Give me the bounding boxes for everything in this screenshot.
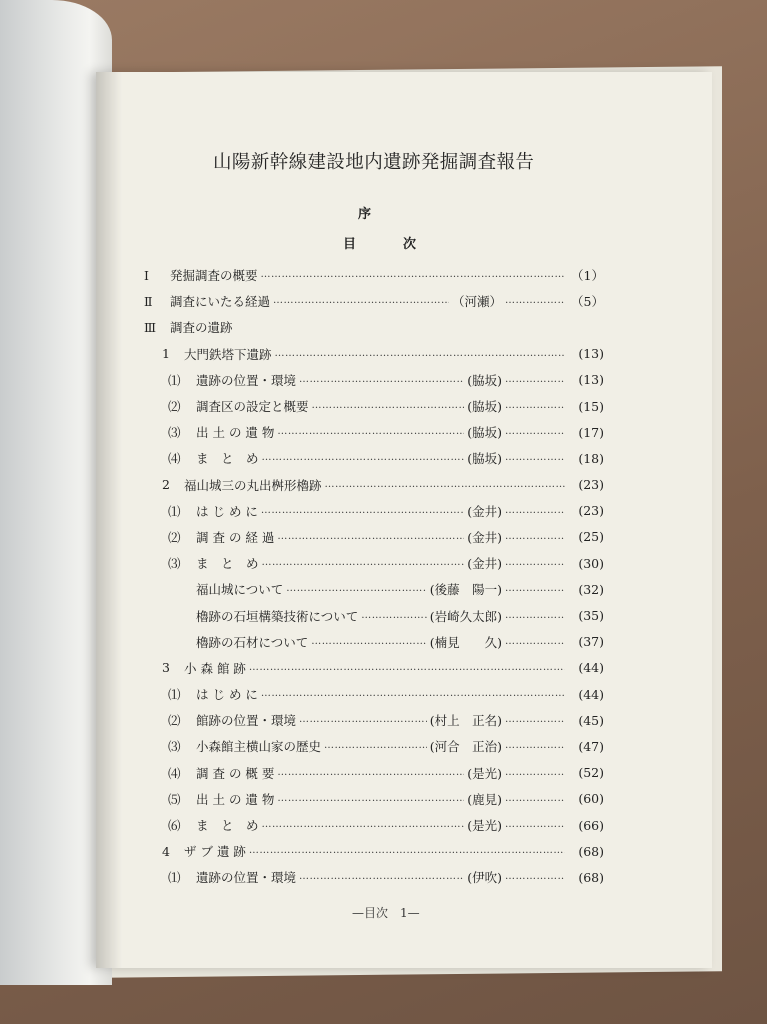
- toc-entry: [144, 576, 604, 602]
- toc-entry-number: ⑹: [168, 818, 181, 834]
- toc-leader-dots: [273, 296, 449, 306]
- toc-leader-dots: [261, 270, 565, 280]
- toc-leader-dots: [277, 768, 464, 778]
- toc-leader-dots: [505, 794, 565, 804]
- toc-entry-author: (脇坂): [467, 372, 502, 388]
- toc-entry: [144, 707, 604, 733]
- toc-heading-2: 次: [403, 237, 417, 252]
- toc-entry-page: (52): [578, 765, 604, 781]
- toc-entry-page: (32): [578, 581, 604, 597]
- toc-leader-dots: [505, 820, 565, 830]
- toc-leader-dots: [505, 584, 565, 594]
- toc-entry-page: （1）: [571, 268, 604, 284]
- toc-entry-label: 櫓跡の石材について: [196, 634, 309, 650]
- toc-entry-label: 遺跡の位置・環境: [196, 372, 297, 388]
- toc-entry-number: ⑷: [168, 451, 181, 467]
- toc-leader-dots: [249, 663, 565, 673]
- toc-leader-dots: [505, 872, 565, 882]
- toc-entry: [144, 812, 604, 838]
- toc-entry: [144, 760, 604, 786]
- toc-entry-label: 調査にいたる経過: [170, 294, 271, 310]
- toc-leader-dots: [277, 794, 464, 804]
- toc-entry-label: は じ め に: [196, 687, 258, 703]
- toc-leader-dots: [275, 349, 565, 359]
- toc-entry-author: (鹿見): [467, 791, 502, 807]
- toc-entry-page: (13): [578, 346, 604, 362]
- toc-entry-author: (金井): [467, 503, 502, 519]
- toc-leader-dots: [505, 453, 565, 463]
- toc-entry-page: (15): [578, 398, 604, 414]
- toc-entry-number: 1: [162, 346, 170, 362]
- toc-leader-dots: [277, 532, 464, 542]
- toc-entry-label: ザ ブ 遺 跡: [184, 844, 246, 860]
- toc-entry-page: (68): [578, 843, 604, 859]
- toc-leader-dots: [286, 584, 426, 594]
- toc-leader-dots: [505, 427, 565, 437]
- toc-entry-number: ⑵: [168, 529, 181, 545]
- toc-entry-label: 調 査 の 概 要: [196, 765, 275, 781]
- toc-entry-page: (17): [578, 424, 604, 440]
- toc-entry-page: (23): [578, 477, 604, 493]
- toc-leader-dots: [505, 375, 565, 385]
- toc-entry-author: (楠見 久): [429, 634, 502, 650]
- toc-entry-label: は じ め に: [196, 503, 258, 519]
- toc-entry: [144, 314, 604, 340]
- toc-entry-number: ⑵: [168, 399, 181, 415]
- toc-entry-page: (45): [578, 712, 604, 728]
- toc-entry: [144, 419, 604, 445]
- toc-leader-dots: [505, 611, 565, 621]
- toc-entry: [144, 550, 604, 576]
- toc-entry-number: Ⅲ: [144, 319, 157, 335]
- toc-leader-dots: [262, 820, 465, 830]
- toc-leader-dots: [299, 872, 464, 882]
- page-footer: —目次 1—: [352, 906, 420, 920]
- toc-entry-author: (金井): [467, 529, 502, 545]
- toc-entry-label: 調査区の設定と概要: [196, 399, 309, 415]
- toc-entry-number: Ⅱ: [144, 293, 153, 309]
- toc-entry-author: (金井): [467, 556, 502, 572]
- toc-entry: [144, 629, 604, 655]
- toc-leader-dots: [299, 715, 427, 725]
- document-title: 山陽新幹線建設地内遺跡発掘調査報告: [213, 152, 535, 173]
- toc-entry-page: (47): [578, 738, 604, 754]
- toc-heading-1: 目: [343, 237, 357, 252]
- toc-leader-dots: [505, 532, 565, 542]
- toc-entry: [144, 838, 604, 864]
- toc-entry: [144, 445, 604, 471]
- toc-entry: [144, 681, 604, 707]
- toc-entry-page: (35): [578, 608, 604, 624]
- toc-leader-dots: [505, 558, 565, 568]
- toc-entry: [144, 524, 604, 550]
- toc-entry-label: 大門鉄塔下遺跡: [184, 346, 272, 362]
- toc-entry-number: ⑶: [168, 556, 181, 572]
- toc-entry-page: (37): [578, 634, 604, 650]
- toc-entry: [144, 341, 604, 367]
- toc-entry-label: 福山城について: [196, 582, 284, 598]
- toc-entry-author: (是光): [467, 765, 502, 781]
- table-of-contents: [144, 262, 604, 891]
- toc-entry-number: ⑶: [168, 425, 181, 441]
- toc-entry-label: 調査の遺跡: [170, 320, 233, 336]
- toc-entry-label: ま と め: [196, 818, 259, 834]
- toc-leader-dots: [311, 637, 426, 647]
- toc-entry-page: (25): [578, 529, 604, 545]
- toc-leader-dots: [505, 506, 565, 516]
- toc-entry-number: ⑴: [168, 870, 181, 886]
- toc-entry-label: 遺跡の位置・環境: [196, 870, 297, 886]
- toc-entry-number: ⑴: [168, 687, 181, 703]
- toc-leader-dots: [505, 715, 565, 725]
- toc-entry-label: 小森館主横山家の歴史: [196, 739, 322, 755]
- toc-entry: [144, 733, 604, 759]
- toc-entry-page: (13): [578, 372, 604, 388]
- toc-entry-number: 2: [162, 477, 170, 493]
- toc-leader-dots: [505, 741, 565, 751]
- toc-entry-label: 出 土 の 遺 物: [196, 791, 275, 807]
- toc-leader-dots: [312, 401, 465, 411]
- toc-entry-author: (伊吹): [467, 870, 502, 886]
- toc-entry-author: (岩崎久太郎): [429, 608, 502, 624]
- toc-entry-label: 発掘調査の概要: [170, 268, 258, 284]
- toc-entry-number: ⑶: [168, 739, 181, 755]
- toc-entry-number: 3: [162, 660, 170, 676]
- toc-entry-page: (68): [578, 869, 604, 885]
- toc-leader-dots: [505, 401, 565, 411]
- toc-entry-label: 出 土 の 遺 物: [196, 425, 275, 441]
- toc-entry: [144, 602, 604, 628]
- toc-entry-number: ⑴: [168, 503, 181, 519]
- toc-entry-number: ⑵: [168, 713, 181, 729]
- toc-entry-author: (脇坂): [467, 451, 502, 467]
- toc-entry-label: 調 査 の 経 過: [196, 529, 275, 545]
- toc-leader-dots: [361, 611, 426, 621]
- toc-leader-dots: [505, 768, 565, 778]
- toc-entry-author: (脇坂): [467, 399, 502, 415]
- toc-leader-dots: [261, 689, 565, 699]
- toc-entry-page: (60): [578, 791, 604, 807]
- toc-entry-label: ま と め: [196, 556, 259, 572]
- toc-entry-page: (18): [578, 450, 604, 466]
- toc-entry-page: (44): [578, 686, 604, 702]
- toc-entry-label: ま と め: [196, 451, 259, 467]
- toc-entry-author: (後藤 陽一): [429, 582, 502, 598]
- preface-heading: 序: [358, 207, 372, 222]
- toc-entry: [144, 262, 604, 288]
- toc-leader-dots: [249, 846, 565, 856]
- book-gutter: [96, 72, 122, 968]
- toc-entry-author: (是光): [467, 818, 502, 834]
- toc-leader-dots: [324, 741, 427, 751]
- toc-entry-author: (村上 正名): [429, 713, 502, 729]
- toc-entry-label: 小 森 館 跡: [184, 660, 246, 676]
- toc-leader-dots: [261, 506, 464, 516]
- toc-leader-dots: [262, 558, 465, 568]
- toc-leader-dots: [277, 427, 464, 437]
- toc-entry-number: Ⅰ: [144, 267, 149, 283]
- toc-entry-label: 館跡の位置・環境: [196, 713, 297, 729]
- toc-entry-author: （河瀬）: [451, 294, 502, 310]
- toc-entry-number: ⑷: [168, 765, 181, 781]
- toc-entry: [144, 864, 604, 890]
- toc-entry: [144, 288, 604, 314]
- toc-entry-label: 福山城三の丸出桝形櫓跡: [184, 477, 322, 493]
- toc-leader-dots: [505, 296, 565, 306]
- toc-entry-page: (23): [578, 503, 604, 519]
- toc-leader-dots: [325, 480, 565, 490]
- toc-leader-dots: [262, 453, 465, 463]
- toc-leader-dots: [505, 637, 565, 647]
- toc-entry: [144, 367, 604, 393]
- toc-entry-number: ⑴: [168, 372, 181, 388]
- toc-entry-page: （5）: [571, 294, 604, 310]
- toc-entry-author: (脇坂): [467, 425, 502, 441]
- toc-entry-page: (66): [578, 817, 604, 833]
- toc-entry: [144, 655, 604, 681]
- toc-leader-dots: [299, 375, 464, 385]
- toc-entry-label: 櫓跡の石垣構築技術について: [196, 608, 359, 624]
- toc-entry-number: ⑸: [168, 791, 181, 807]
- toc-entry-author: (河合 正治): [429, 739, 502, 755]
- toc-entry-number: 4: [162, 843, 170, 859]
- toc-entry: [144, 786, 604, 812]
- toc-entry-page: (44): [578, 660, 604, 676]
- toc-entry: [144, 472, 604, 498]
- toc-entry: [144, 498, 604, 524]
- toc-entry-page: (30): [578, 555, 604, 571]
- toc-entry: [144, 393, 604, 419]
